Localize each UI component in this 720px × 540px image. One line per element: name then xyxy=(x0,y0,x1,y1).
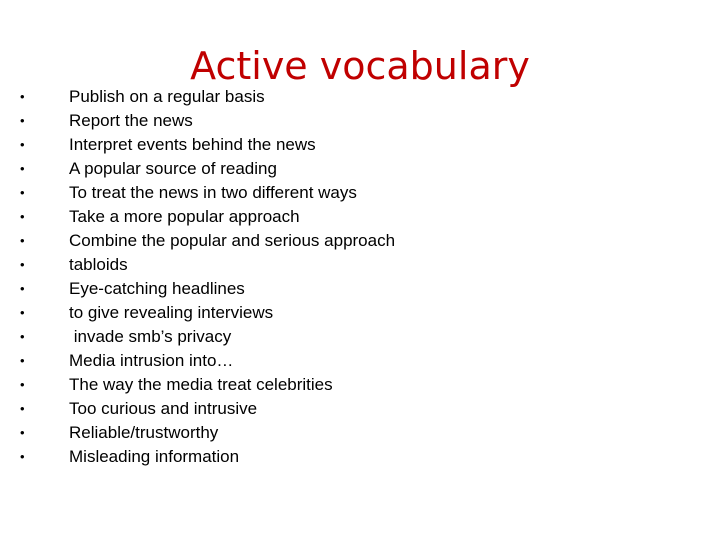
list-item-text: Eye-catching headlines xyxy=(69,279,245,298)
list-item-text: invade smb’s privacy xyxy=(69,327,232,346)
list-item-text: to give revealing interviews xyxy=(69,303,274,322)
list-item-text: Reliable/trustworthy xyxy=(69,423,219,442)
bullet-icon: • xyxy=(20,305,25,320)
list-item-text: The way the media treat celebrities xyxy=(69,375,333,394)
bullet-icon: • xyxy=(20,377,25,392)
slide-title-text: Active vocabulary xyxy=(190,44,530,88)
list-item-text: Report the news xyxy=(69,111,193,130)
bullet-icon: • xyxy=(20,281,25,296)
bullet-icon: • xyxy=(20,161,25,176)
list-item-text: Take a more popular approach xyxy=(69,207,300,226)
list-item-text: tabloids xyxy=(69,255,128,274)
list-item-text: Combine the popular and serious approach xyxy=(69,231,396,250)
list-item-text: A popular source of reading xyxy=(69,159,277,178)
list-item-text: Publish on a regular basis xyxy=(69,87,265,106)
bullet-icon: • xyxy=(20,233,25,248)
bullet-icon: • xyxy=(20,329,25,344)
bullet-icon: • xyxy=(20,401,25,416)
bullet-icon: • xyxy=(20,257,25,272)
bullet-icon: • xyxy=(20,137,25,152)
list-item-text: Interpret events behind the news xyxy=(69,135,316,154)
list-item-text: Too curious and intrusive xyxy=(69,399,258,418)
list-item-text: Misleading information xyxy=(69,447,240,466)
bullet-icon: • xyxy=(20,89,25,104)
bullet-icon: • xyxy=(20,209,25,224)
list-item-text: Media intrusion into… xyxy=(69,351,234,370)
list-item-text: To treat the news in two different ways xyxy=(69,183,357,202)
bullet-icon: • xyxy=(20,425,25,440)
bullet-icon: • xyxy=(20,113,25,128)
slide-title xyxy=(0,42,720,90)
bullet-icon: • xyxy=(20,449,25,464)
bullet-icon: • xyxy=(20,185,25,200)
bullet-icon: • xyxy=(20,353,25,368)
